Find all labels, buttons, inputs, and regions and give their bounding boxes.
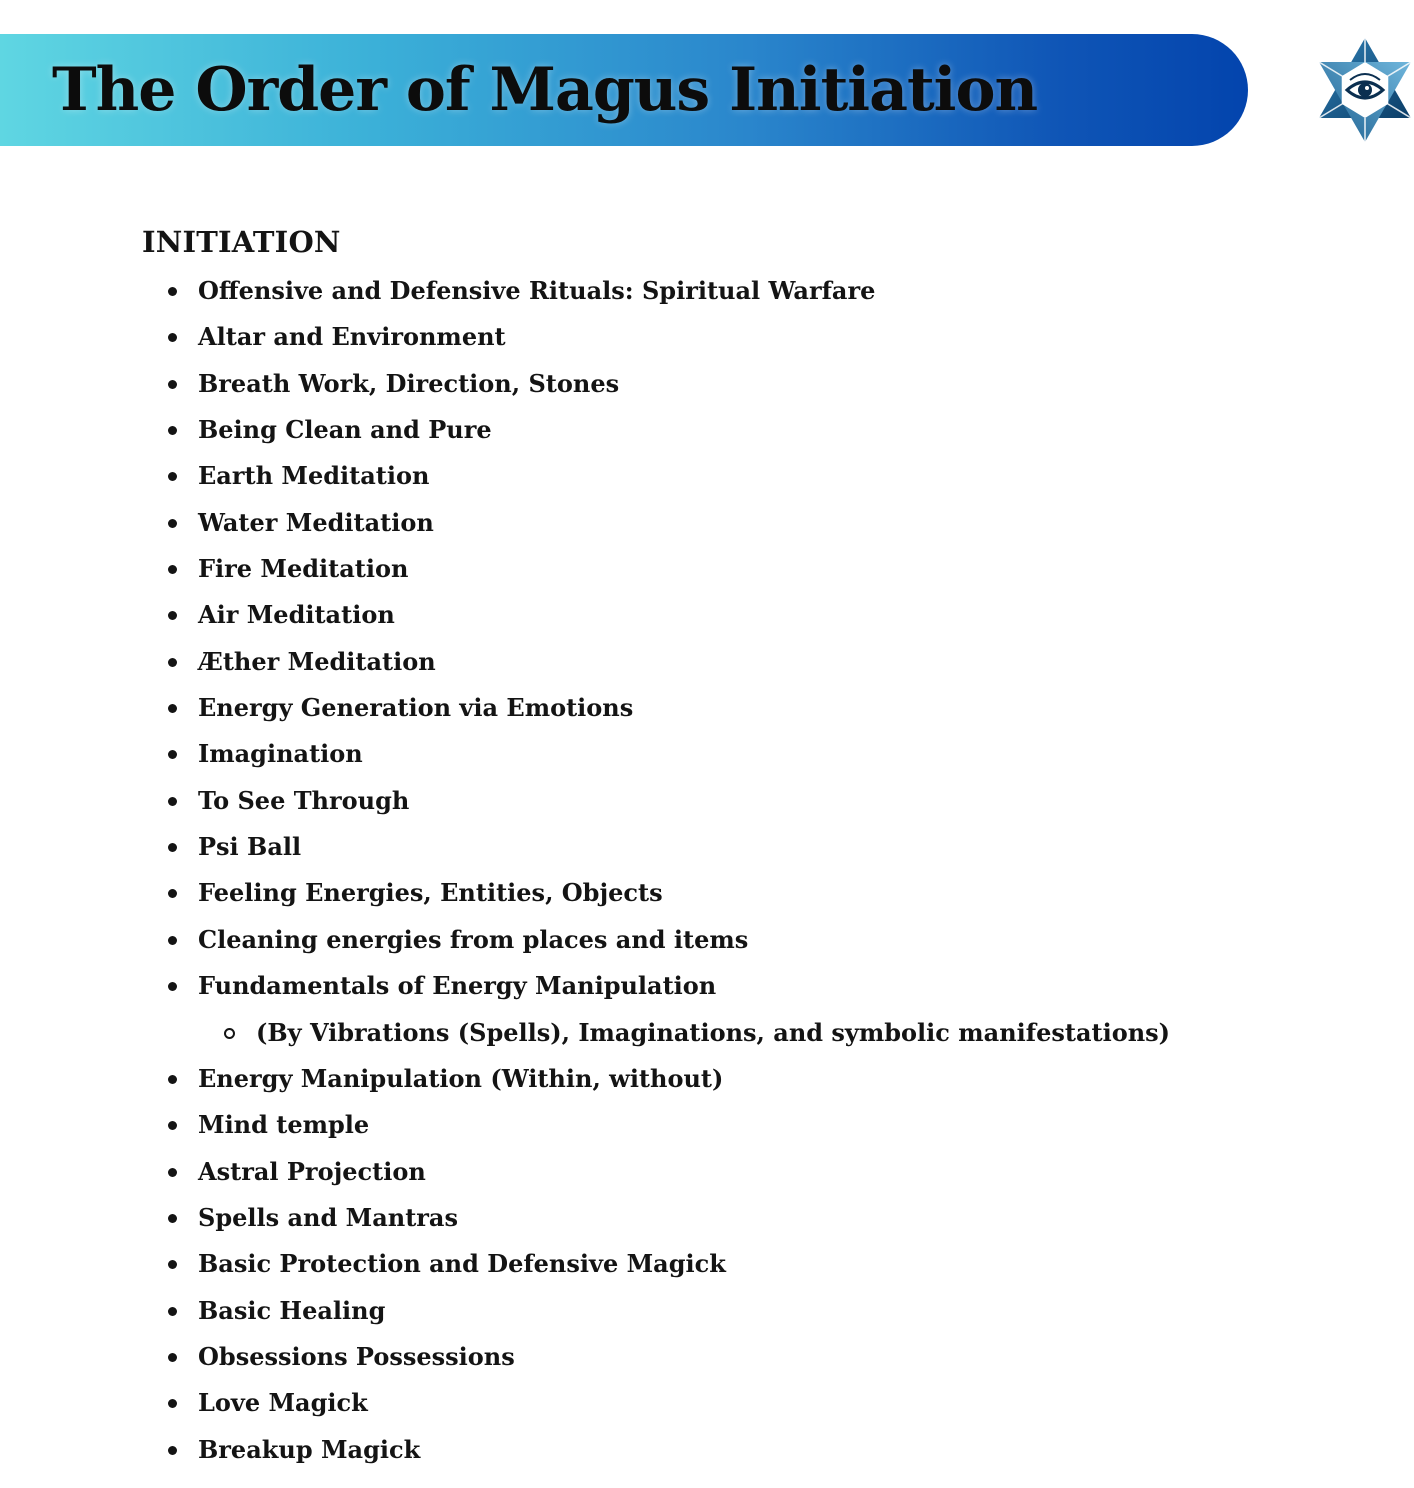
list-item [198,361,1170,407]
list-item-label: Altar and Environment [198,322,506,352]
bullet-icon [168,1121,177,1130]
list-item-label: Air Meditation [198,600,395,630]
hollow-bullet-icon [224,1028,235,1039]
bullet-icon [168,519,177,528]
list-item [198,778,1170,824]
list-item-label: Being Clean and Pure [198,415,492,445]
bullet-icon [168,1399,177,1408]
list-item [198,1380,1170,1426]
bullet-icon [168,704,177,713]
page-title: The Order of Magus Initiation [52,55,1038,125]
list-item [198,453,1170,499]
list-item-label: Fire Meditation [198,554,409,584]
bullet-icon [168,287,177,296]
list-item-label: Basic Protection and Defensive Magick [198,1249,726,1279]
list-item [198,963,1170,1009]
list-item [198,731,1170,777]
topic-list [198,268,1170,1473]
list-item-label: Æther Meditation [198,646,436,676]
bullet-icon [168,658,177,667]
list-item [198,917,1170,963]
list-item [198,1056,1170,1102]
list-item-label: Earth Meditation [198,461,430,491]
list-item [198,1241,1170,1287]
bullet-icon [168,1075,177,1084]
bullet-icon [168,565,177,574]
bullet-icon [168,1260,177,1269]
bullet-icon [168,889,177,898]
bullet-icon [168,843,177,852]
list-item [198,546,1170,592]
list-item [198,1149,1170,1195]
list-item-label: Fundamentals of Energy Manipulation [198,971,717,1001]
list-item-label: Astral Projection [198,1156,426,1186]
bullet-icon [168,1446,177,1455]
list-item-label: Psi Ball [198,832,302,862]
list-item-label: (By Vibrations (Spells), Imaginations, and symbolic manifestations) [256,1017,1171,1047]
list-item [198,1427,1170,1473]
star-of-david-eye-icon [1316,36,1414,144]
list-item [198,592,1170,638]
list-item [198,314,1170,360]
list-item [198,1288,1170,1334]
sub-list-item [198,1010,1170,1056]
bullet-icon [168,936,177,945]
list-item [198,639,1170,685]
list-item [198,407,1170,453]
list-item [198,824,1170,870]
bullet-icon [168,380,177,389]
bullet-icon [168,1168,177,1177]
bullet-icon [168,1214,177,1223]
list-item [198,500,1170,546]
list-item [198,1195,1170,1241]
bullet-icon [168,472,177,481]
list-item [198,870,1170,916]
list-item-label: Love Magick [198,1388,368,1418]
list-item [198,1334,1170,1380]
bullet-icon [168,426,177,435]
list-item-label: Feeling Energies, Entities, Objects [198,878,663,908]
list-item-label: Spells and Mantras [198,1202,458,1232]
list-item-label: Imagination [198,739,363,769]
section-heading: INITIATION [142,225,341,259]
list-item-label: Obsessions Possessions [198,1341,515,1371]
list-item [198,1102,1170,1148]
bullet-icon [168,1353,177,1362]
bullet-icon [168,1307,177,1316]
list-item-label: To See Through [198,785,410,815]
list-item-label: Energy Manipulation (Within, without) [198,1063,724,1093]
bullet-icon [168,611,177,620]
list-item [198,268,1170,314]
list-item-label: Energy Generation via Emotions [198,693,634,723]
list-item-label: Breakup Magick [198,1434,421,1464]
list-item-label: Cleaning energies from places and items [198,924,749,954]
bullet-icon [168,982,177,991]
list-item [198,685,1170,731]
bullet-icon [168,750,177,759]
list-item-label: Basic Healing [198,1295,386,1325]
list-item-label: Water Meditation [198,507,434,537]
bullet-icon [168,797,177,806]
list-item-label: Mind temple [198,1110,370,1140]
list-item-label: Breath Work, Direction, Stones [198,368,620,398]
list-item-label: Offensive and Defensive Rituals: Spiritual Warfare [198,276,876,305]
bullet-icon [168,333,177,342]
